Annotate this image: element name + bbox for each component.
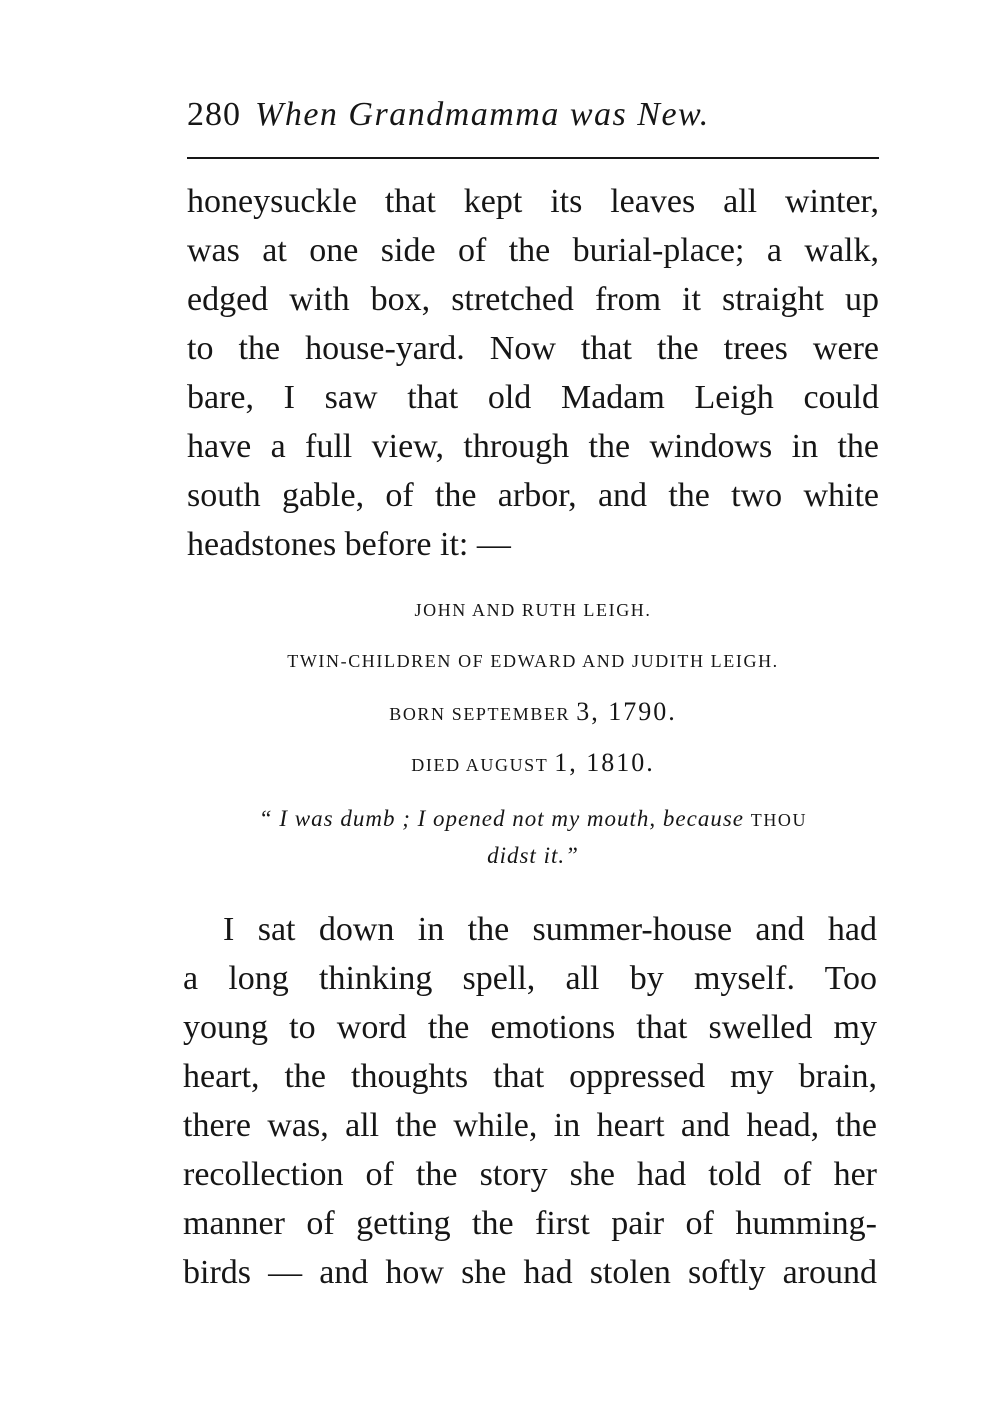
epitaph-parents: TWIN-CHILDREN OF EDWARD AND JUDITH LEIGH. <box>287 651 779 671</box>
text-line: a long thinking spell, all by myself. Too <box>183 960 877 997</box>
quote-emphasis: THOU <box>750 810 808 830</box>
epitaph-inscription <box>187 593 879 797</box>
epitaph-born <box>187 695 879 746</box>
page-number: 280 <box>187 96 241 133</box>
quote-text-1: “ I was dumb ; I opened not my mouth, because <box>258 806 744 831</box>
paragraph-2 <box>183 905 877 1297</box>
text-line: bare, I saw that old Madam Leigh could <box>187 379 879 416</box>
text-line: was at one side of the burial-place; a walk, <box>187 232 879 269</box>
text-line: honeysuckle that kept its leaves all winter, <box>187 183 879 220</box>
text-line: have a full view, through the windows in the <box>187 428 879 465</box>
text-line: heart, the thoughts that oppressed my brain, <box>183 1058 877 1095</box>
text-line: edged with box, stretched from it straight up <box>187 281 879 318</box>
text-line: there was, all the while, in heart and head, the <box>183 1107 877 1144</box>
text-line: south gable, of the arbor, and the two white <box>187 477 879 514</box>
text-line: recollection of the story she had told of her <box>183 1156 877 1193</box>
born-label: BORN SEPTEMBER <box>389 704 571 724</box>
epitaph-quote <box>187 801 879 874</box>
born-date: 3, 1790. <box>576 697 677 726</box>
text-line: to the house-yard. Now that the trees were <box>187 330 879 367</box>
epitaph-died <box>187 746 879 797</box>
paragraph-1 <box>187 177 879 569</box>
died-label: DIED AUGUST <box>411 755 549 775</box>
running-title: When Grandmamma was New. <box>255 96 710 133</box>
text-line: birds — and how she had stolen softly around <box>183 1254 877 1291</box>
text-line: manner of getting the first pair of humming- <box>183 1205 877 1242</box>
text-line: headstones before it: — <box>187 526 511 563</box>
page-header <box>187 96 879 146</box>
quote-line-1 <box>187 801 879 838</box>
quote-line-2: didst it.” <box>487 843 579 868</box>
text-line: I sat down in the summer-house and had <box>223 911 877 948</box>
died-date: 1, 1810. <box>554 748 655 777</box>
text-line: young to word the emotions that swelled my <box>183 1009 877 1046</box>
header-rule <box>187 157 879 159</box>
epitaph-names: JOHN AND RUTH LEIGH. <box>414 600 652 620</box>
